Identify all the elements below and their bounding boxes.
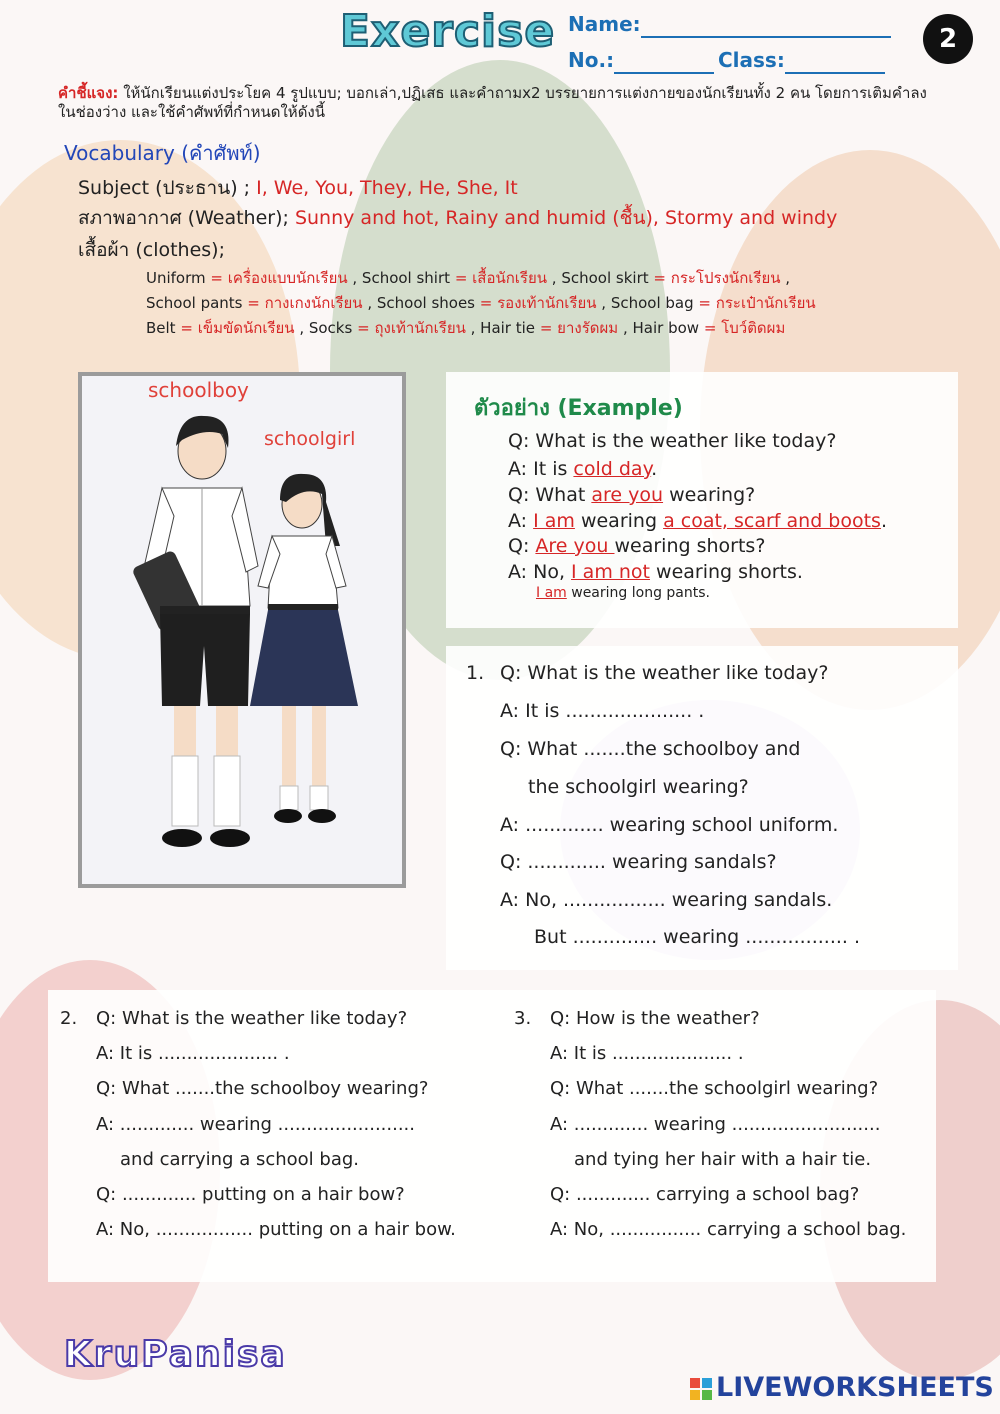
- weather-label: สภาพอากาศ (Weather);: [78, 207, 289, 229]
- exercise-2-line[interactable]: A: It is ..................... .: [96, 1043, 290, 1064]
- vocab-en: School shoes: [376, 294, 475, 312]
- exercise-1-line: the schoolgirl wearing?: [528, 776, 749, 798]
- students-drawing: [82, 376, 402, 884]
- example-text: wearing?: [663, 484, 756, 506]
- page-number-badge: 2: [923, 14, 973, 64]
- clothes-line-1: Uniform = เครื่องแบบนักเรียน , School shirt = เสื้อนักเรียน , School skirt = กระโปรงนักเรียน ,: [146, 269, 791, 287]
- example-a3: [508, 561, 803, 583]
- example-answer: Are you: [535, 535, 615, 557]
- example-text: A: No,: [508, 561, 572, 583]
- instructions-label: คำชี้แจง:: [58, 84, 119, 102]
- vocab-th: ถุงเท้านักเรียน: [374, 319, 466, 337]
- class-field[interactable]: [718, 48, 885, 74]
- example-answer: are you: [591, 484, 664, 506]
- example-text: wearing shorts.: [649, 561, 803, 583]
- exercise-1-line[interactable]: A: It is ..................... .: [500, 700, 705, 722]
- clothes-line-2: School pants = กางเกงนักเรียน , School shoes = รองเท้านักเรียน , School bag = กระเป๋านักเรียน: [146, 294, 816, 312]
- example-q3: [508, 535, 765, 557]
- example-answer: a coat, scarf and boots: [663, 510, 881, 532]
- example-text: Q:: [508, 535, 536, 557]
- vocab-en: School bag: [610, 294, 694, 312]
- exercise-3-line: and tying her hair with a hair tie.: [574, 1149, 872, 1170]
- subject-label: Subject (ประธาน) ;: [78, 177, 251, 199]
- exercise-3-line[interactable]: Q: What .......the schoolgirl wearing?: [550, 1078, 879, 1099]
- example-answer: I am: [536, 585, 567, 601]
- exercise-3-line: Q: How is the weather?: [550, 1008, 760, 1029]
- exercise-2-line[interactable]: Q: ............. putting on a hair bow?: [96, 1184, 405, 1205]
- example-a4: [536, 585, 710, 601]
- vocab-th: กระโปรงนักเรียน: [670, 269, 781, 287]
- name-label: Name:: [568, 12, 641, 36]
- exercise-1-line[interactable]: But .............. wearing ................. .: [534, 926, 861, 948]
- exercise-2-line: Q: What is the weather like today?: [96, 1008, 408, 1029]
- liveworksheets-brand[interactable]: [690, 1372, 994, 1403]
- vocab-th: เสื้อนักเรียน: [472, 269, 548, 287]
- exercise-3-line[interactable]: A: ............. wearing ..........................: [550, 1114, 881, 1135]
- example-q1: Q: What is the weather like today?: [508, 430, 837, 452]
- class-label: Class:: [718, 48, 785, 72]
- example-answer: cold day: [573, 458, 652, 480]
- vocab-th: รองเท้านักเรียน: [497, 294, 597, 312]
- vocab-en: Hair bow: [632, 319, 700, 337]
- liveworksheets-icon: [690, 1378, 712, 1400]
- liveworksheets-label: LIVEWORKSHEETS: [716, 1372, 994, 1403]
- example-text: .: [651, 458, 658, 480]
- schoolgirl-label: schoolgirl: [264, 428, 356, 450]
- example-answer: I am not: [571, 561, 650, 583]
- vocab-th: เข็มขัดนักเรียน: [197, 319, 295, 337]
- exercise-3-line[interactable]: Q: ............. carrying a school bag?: [550, 1184, 860, 1205]
- exercise-3-line[interactable]: A: It is ..................... .: [550, 1043, 744, 1064]
- vocab-en: Socks: [308, 319, 353, 337]
- worksheet-title: Exercise: [340, 6, 556, 57]
- vocab-en: School skirt: [561, 269, 649, 287]
- exercise-3-number: 3.: [514, 1008, 532, 1029]
- weather-words: Sunny and hot, Rainy and humid (ชื้น), Stormy and windy: [294, 207, 838, 229]
- subject-words: I, We, You, They, He, She, It: [256, 177, 518, 199]
- example-text: wearing shorts?: [614, 535, 766, 557]
- exercise-1-line[interactable]: A: ............. wearing school uniform.: [500, 814, 839, 836]
- vocab-th: กระเป๋านักเรียน: [715, 294, 816, 312]
- vocab-en: Hair tie: [480, 319, 536, 337]
- example-a1: [508, 458, 657, 480]
- exercise-2-line[interactable]: Q: What .......the schoolboy wearing?: [96, 1078, 429, 1099]
- name-field[interactable]: [568, 12, 891, 38]
- example-text: A: It is: [508, 458, 574, 480]
- example-text: .: [880, 510, 888, 532]
- vocab-en: Uniform: [146, 269, 206, 287]
- example-q2: [508, 484, 755, 506]
- vocab-th: เครื่องแบบนักเรียน: [227, 269, 348, 287]
- instructions-text: ให้นักเรียนแต่งประโยค 4 รูปแบบ; บอกเล่า,ปฏิเสธ และคำถามx2 บรรยายการแต่งกายของนักเรียนทั้ง 2 คน โดยการเติมคำลงในช่องว่าง และใช้คำศัพท์ที่กำหนดให้ดังนี้: [58, 84, 927, 121]
- schoolboy-label: schoolboy: [148, 378, 249, 402]
- number-label: No.:: [568, 48, 615, 72]
- exercise-1-line[interactable]: A: No, ................. wearing sandals.: [500, 889, 833, 911]
- exercise-2-line[interactable]: A: No, ................. putting on a hair bow.: [96, 1219, 456, 1240]
- example-text: Q: What: [508, 484, 592, 506]
- example-text: wearing: [574, 510, 664, 532]
- subject-row: [78, 173, 518, 203]
- vocab-en: School shirt: [361, 269, 451, 287]
- exercise-1-line[interactable]: Q: ............. wearing sandals?: [500, 851, 777, 873]
- clothes-label: เสื้อผ้า (clothes);: [78, 239, 225, 261]
- example-text: wearing long pants.: [566, 585, 710, 601]
- exercise-2-line[interactable]: A: ............. wearing ........................: [96, 1114, 415, 1135]
- vocab-th: กางเกงนักเรียน: [264, 294, 363, 312]
- weather-row: [78, 203, 837, 233]
- vocab-th: โบว์ติดผม: [721, 319, 786, 337]
- author-logo: KruPanisa: [64, 1334, 287, 1375]
- vocab-th: ยางรัดผม: [557, 319, 619, 337]
- exercise-3-line[interactable]: A: No, ................ carrying a school bag.: [550, 1219, 907, 1240]
- instructions: [58, 84, 938, 122]
- exercise-1-line: Q: What is the weather like today?: [500, 662, 829, 684]
- example-title: ตัวอย่าง (Example): [474, 396, 683, 421]
- exercise-2-line: and carrying a school bag.: [120, 1149, 359, 1170]
- vocabulary-title: Vocabulary (คำศัพท์): [64, 141, 261, 165]
- exercise-1-line[interactable]: Q: What .......the schoolboy and: [500, 738, 801, 760]
- schoolboy-figure: [131, 416, 258, 847]
- students-illustration: [78, 372, 406, 888]
- clothes-line-3: Belt = เข็มขัดนักเรียน , Socks = ถุงเท้านักเรียน , Hair tie = ยางรัดผม , Hair bow = โบว์ติดผม: [146, 319, 786, 337]
- example-answer: I am: [533, 510, 575, 532]
- exercise-1-panel: [446, 646, 958, 970]
- exercise-2-number: 2.: [60, 1008, 78, 1029]
- number-field[interactable]: [568, 48, 714, 74]
- exercise-1-number: 1.: [466, 662, 485, 684]
- schoolgirl-figure: [250, 474, 358, 823]
- example-a2: [508, 510, 887, 532]
- vocab-en: Belt: [146, 319, 176, 337]
- example-text: A:: [508, 510, 534, 532]
- vocab-en: School pants: [146, 294, 243, 312]
